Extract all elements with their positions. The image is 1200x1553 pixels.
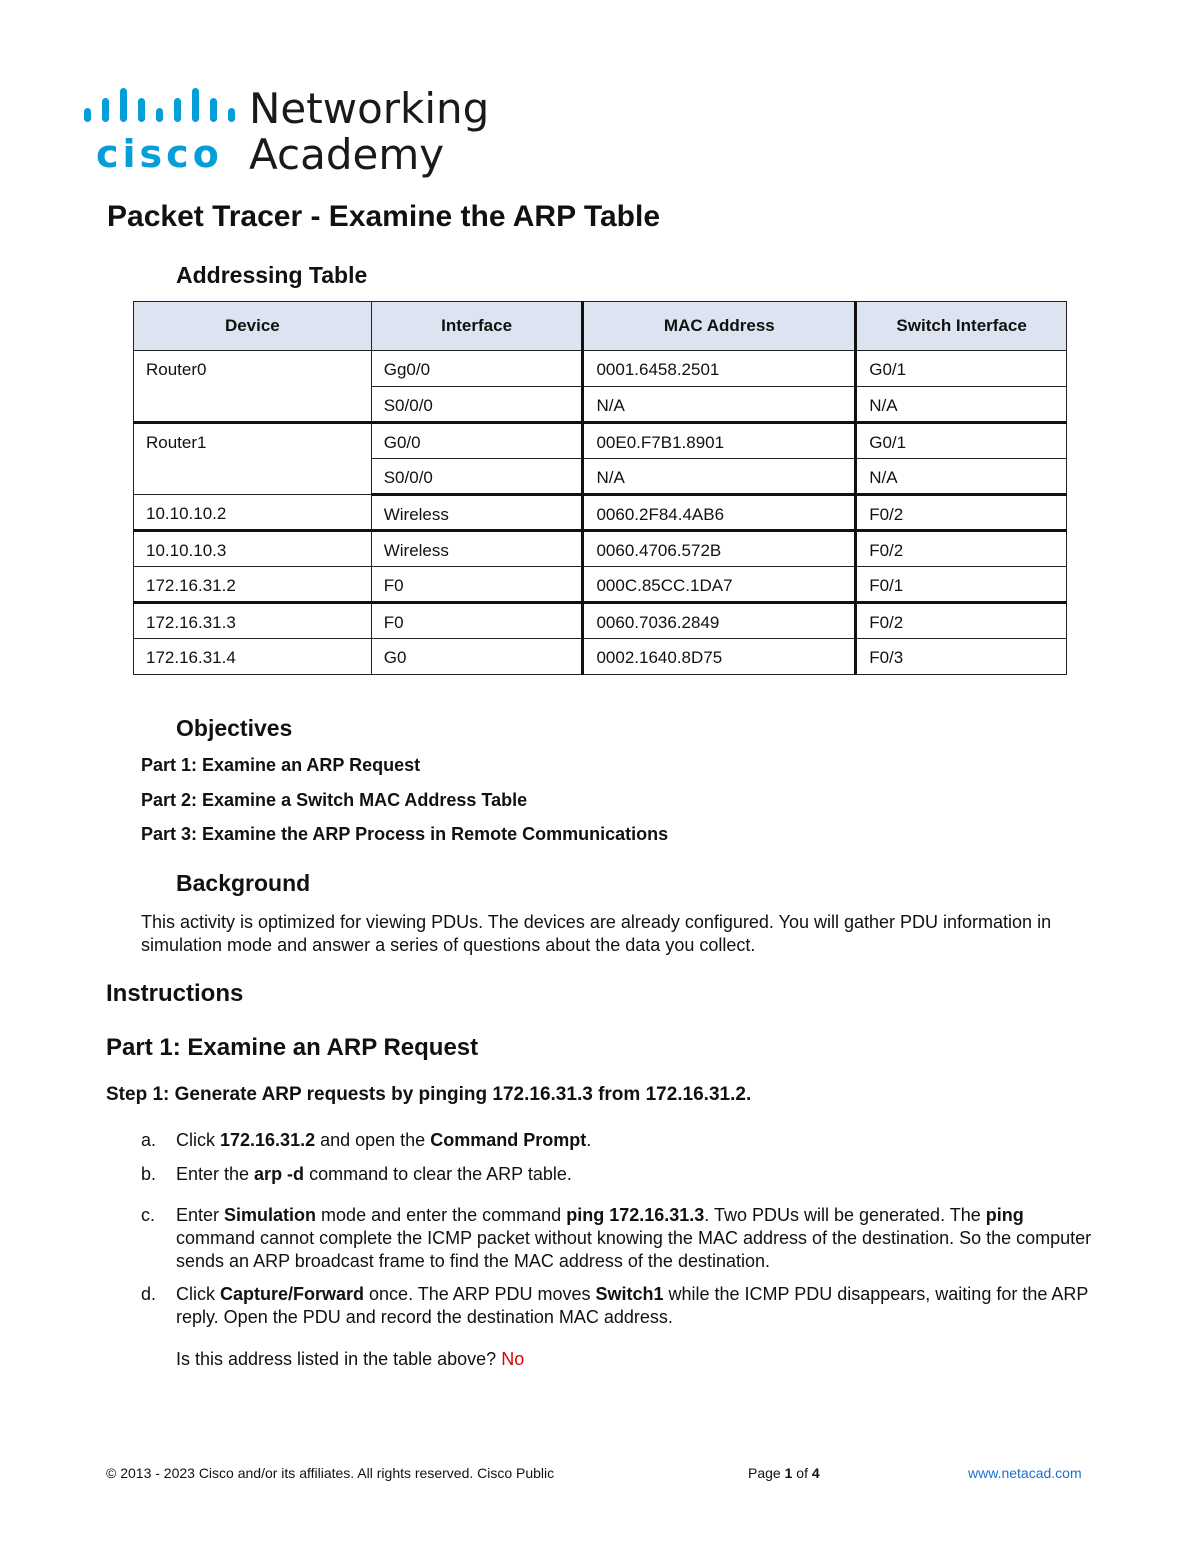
cisco-networking-academy-logo — [84, 84, 490, 180]
cell-device: 10.10.10.3 — [134, 531, 372, 567]
cell-mac: 000C.85CC.1DA7 — [583, 567, 856, 603]
footer-link[interactable]: www.netacad.com — [968, 1465, 1082, 1481]
logo-networking-text: Networking — [249, 84, 490, 133]
table-row — [134, 531, 1067, 567]
table-row — [134, 603, 1067, 639]
objective-part-3: Part 3: Examine the ARP Process in Remote Communications — [141, 824, 669, 844]
cell-switch-interface: G0/1 — [856, 423, 1067, 459]
instructions-heading: Instructions — [106, 980, 244, 1007]
cell-mac: 0002.1640.8D75 — [583, 639, 856, 675]
table-row — [134, 639, 1067, 675]
table-row — [134, 351, 1067, 387]
cell-mac: N/A — [583, 387, 856, 423]
cell-mac: 0001.6458.2501 — [583, 351, 856, 387]
cell-device: 172.16.31.2 — [134, 567, 372, 603]
column-header-interface: Interface — [371, 302, 583, 351]
cell-switch-interface: N/A — [856, 387, 1067, 423]
cisco-wordmark: cisco — [96, 132, 223, 176]
addressing-table — [133, 301, 1067, 675]
cell-switch-interface: F0/1 — [856, 567, 1067, 603]
objective-part-2: Part 2: Examine a Switch MAC Address Table — [141, 790, 528, 810]
logo-academy-text: Academy — [249, 130, 445, 179]
cell-interface: S0/0/0 — [371, 459, 583, 495]
addressing-table-heading: Addressing Table — [176, 262, 368, 288]
objectives-heading: Objectives — [176, 715, 293, 741]
part-1-heading: Part 1: Examine an ARP Request — [106, 1034, 479, 1061]
cell-device: 10.10.10.2 — [134, 495, 372, 531]
table-header-row — [134, 302, 1067, 351]
footer-copyright: © 2013 - 2023 Cisco and/or its affiliates. All rights reserved. Cisco Public — [106, 1465, 555, 1481]
answer-text: No — [501, 1349, 525, 1369]
cell-device: 172.16.31.4 — [134, 639, 372, 675]
cell-interface: F0 — [371, 567, 583, 603]
cell-switch-interface: F0/2 — [856, 603, 1067, 639]
cell-switch-interface: G0/1 — [856, 351, 1067, 387]
column-header-mac-address: MAC Address — [583, 302, 856, 351]
list-letter: d. — [141, 1284, 157, 1304]
column-header-switch-interface: Switch Interface — [856, 302, 1067, 351]
cell-interface: Wireless — [371, 531, 583, 567]
cell-device: 172.16.31.3 — [134, 603, 372, 639]
table-row — [134, 423, 1067, 459]
cell-interface: S0/0/0 — [371, 387, 583, 423]
cell-interface: Wireless — [371, 495, 583, 531]
table-row — [134, 567, 1067, 603]
question-text: Is this address listed in the table above? — [176, 1349, 502, 1369]
cell-interface: F0 — [371, 603, 583, 639]
background-paragraph: This activity is optimized for viewing PDUs. The devices are already configured. You will gather PDU information in simulation mode and answer a series of questions about the data you collect. — [141, 912, 1052, 955]
objective-part-1: Part 1: Examine an ARP Request — [141, 755, 421, 775]
cell-interface: Gg0/0 — [371, 351, 583, 387]
cell-device: Router1 — [134, 423, 372, 495]
cell-device: Router0 — [134, 351, 372, 423]
cell-switch-interface: F0/2 — [856, 531, 1067, 567]
cell-interface: G0 — [371, 639, 583, 675]
cell-interface: G0/0 — [371, 423, 583, 459]
cell-switch-interface: F0/3 — [856, 639, 1067, 675]
cell-switch-interface: F0/2 — [856, 495, 1067, 531]
list-letter: b. — [141, 1164, 157, 1184]
cell-mac: 0060.7036.2849 — [583, 603, 856, 639]
list-letter: c. — [141, 1205, 156, 1225]
table-row — [134, 495, 1067, 531]
background-heading: Background — [176, 870, 311, 896]
cell-mac: N/A — [583, 459, 856, 495]
column-header-device: Device — [134, 302, 372, 351]
list-letter: a. — [141, 1130, 157, 1150]
cell-mac: 0060.2F84.4AB6 — [583, 495, 856, 531]
step-1-heading: Step 1: Generate ARP requests by pinging 172.16.31.3 from 172.16.31.2. — [106, 1084, 752, 1105]
cell-mac: 00E0.F7B1.8901 — [583, 423, 856, 459]
cell-switch-interface: N/A — [856, 459, 1067, 495]
footer-page-number: Page 1 of 4 — [748, 1465, 820, 1481]
document-title: Packet Tracer - Examine the ARP Table — [107, 200, 661, 233]
cell-mac: 0060.4706.572B — [583, 531, 856, 567]
